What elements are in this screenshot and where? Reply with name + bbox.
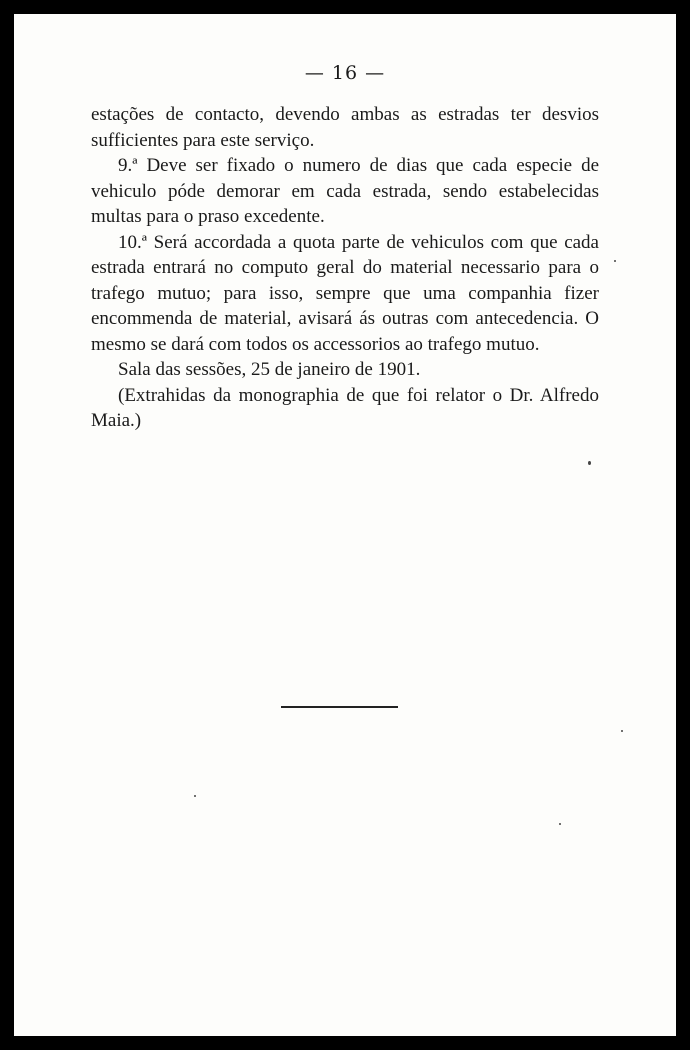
section-divider [281,706,398,708]
document-page [14,14,676,1036]
paper-speck [588,461,591,465]
paper-speck [621,730,623,732]
paper-speck [614,260,616,262]
paper-speck [559,823,561,825]
paragraph-item-10: 10.ª Será accordada a quota parte de vehiculos com que cada estrada entrará no computo geral do material necessario para o trafego mutuo; para isso, sempre que uma companhia fizer encommenda de material, avisará ás outras com antecedencia. O mesmo se dará com todos os accessorios ao trafego mutuo. [91,231,599,355]
paper-speck [194,795,196,797]
body-text [91,102,599,434]
paragraph-continuation: estações de contacto, devendo ambas as estradas ter desvios sufficientes para este serviço. [91,104,599,151]
page-number: — 16 — [304,62,386,84]
paragraph-session-date: Sala das sessões, 25 de janeiro de 1901. [118,359,421,380]
paragraph-source-note: (Extrahidas da monographia de que foi relator o Dr. Alfredo Maia.) [91,384,599,431]
paragraph-item-9: 9.ª Deve ser fixado o numero de dias que cada especie de vehiculo póde demorar em cada estrada, sendo estabelecidas multas para o praso excedente. [91,155,599,227]
